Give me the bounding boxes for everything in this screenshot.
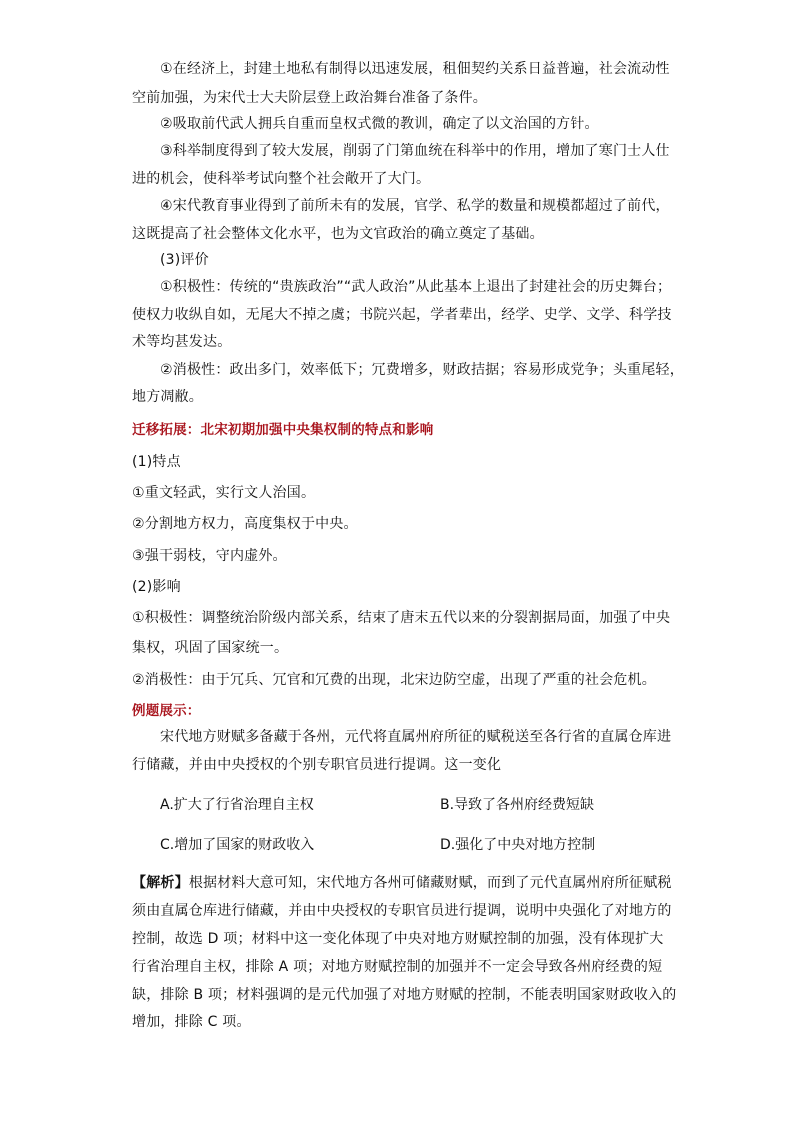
exam-paragraph-line2: 进的机会，使科举考试向整个社会敞开了大门。 xyxy=(132,171,431,187)
edu-paragraph-line2: 这既提高了社会整体文化水平，也为文官政治的确立奠定了基础。 xyxy=(132,226,544,242)
positive-paragraph-line3: 术等均甚发达。 xyxy=(132,334,232,350)
negative-paragraph-line1: ②消极性：政出多门，效率低下；冗费增多，财政拮据；容易形成党争；头重尾轻， xyxy=(160,362,684,378)
exam-paragraph-line1: ③科举制度得到了较大发展，削弱了门第血统在科举中的作用，增加了寒门士人仕 xyxy=(160,143,670,159)
analysis-line2: 须由直属仓库进行储藏，并由中央授权的专职官员进行提调，说明中央强化了对地方的 xyxy=(132,903,672,919)
lesson-paragraph: ②吸取前代武人拥兵自重而皇权式微的教训，确定了以文治国的方针。 xyxy=(160,116,599,132)
analysis-line4: 行省治理自主权，排除 A 项；对地方财赋控制的加强并不一定会导致各州府经费的短 xyxy=(132,959,663,975)
option-c: C.增加了国家的财政收入 xyxy=(160,837,315,853)
impact-negative: ②消极性：由于冗兵、冗官和冗费的出现，北宋边防空虚，出现了严重的社会危机。 xyxy=(132,672,656,688)
question-stem-line2: 行储藏，并由中央授权的个别专职官员进行提调。这一变化 xyxy=(132,757,502,773)
econ-paragraph-line1: ①在经济上，封建土地私有制得以迅速发展，租佃契约关系日益普遍，社会流动性 xyxy=(160,61,670,77)
feature-item-2: ②分割地方权力，高度集权于中央。 xyxy=(132,516,358,532)
positive-paragraph-line2: 使权力收纵自如，无尾大不掉之虞；书院兴起，学者辈出，经学、史学、文学、科学技 xyxy=(132,307,672,323)
impact-positive-line1: ①积极性：调整统治阶级内部关系，结束了唐末五代以来的分裂割据局面，加强了中央 xyxy=(132,610,671,626)
extension-heading: 迁移拓展：北宋初期加强中央集权制的特点和影响 xyxy=(132,422,434,438)
analysis-line1 xyxy=(132,869,672,898)
option-d: D.强化了中央对地方控制 xyxy=(440,837,596,853)
analysis-line5: 缺，排除 B 项；材料强调的是元代加强了对地方财赋的控制，不能表明国家财政收入的 xyxy=(132,987,677,1003)
econ-paragraph-line2: 空前加强，为宋代士大夫阶层登上政治舞台准备了条件。 xyxy=(132,90,487,106)
option-a: A.扩大了行省治理自主权 xyxy=(160,797,314,813)
positive-paragraph-line1: ①积极性：传统的“贵族政治”“武人政治”从此基本上退出了封建社会的历史舞台； xyxy=(160,279,672,295)
analysis-line6: 增加，排除 C 项。 xyxy=(132,1014,251,1030)
option-b: B.导致了各州府经费短缺 xyxy=(440,797,595,813)
evaluation-title: (3)评价 xyxy=(160,252,209,268)
impact-title: (2)影响 xyxy=(132,579,181,595)
example-heading: 例题展示： xyxy=(132,703,201,719)
question-stem-line1: 宋代地方财赋多备藏于各州，元代将直属州府所征的赋税送至各行省的直属仓库进 xyxy=(160,729,672,745)
feature-item-3: ③强干弱枝，守内虚外。 xyxy=(132,548,287,564)
analysis-line3: 控制，故选 D 项；材料中这一变化体现了中央对地方财赋控制的加强，没有体现扩大 xyxy=(132,931,664,947)
edu-paragraph-line1: ④宋代教育事业得到了前所未有的发展，官学、私学的数量和规模都超过了前代， xyxy=(160,198,670,214)
feature-item-1: ①重文轻武，实行文人治国。 xyxy=(132,485,316,501)
negative-paragraph-line2: 地方凋敝。 xyxy=(132,389,203,405)
features-title: (1)特点 xyxy=(132,454,181,470)
impact-positive-line2: 集权，巩固了国家统一。 xyxy=(132,640,289,656)
analysis-tag: 【解析】 xyxy=(132,875,189,891)
analysis-line1-text: 根据材料大意可知，宋代地方各州可储藏财赋，而到了元代直属州府所征赋税 xyxy=(188,875,672,891)
